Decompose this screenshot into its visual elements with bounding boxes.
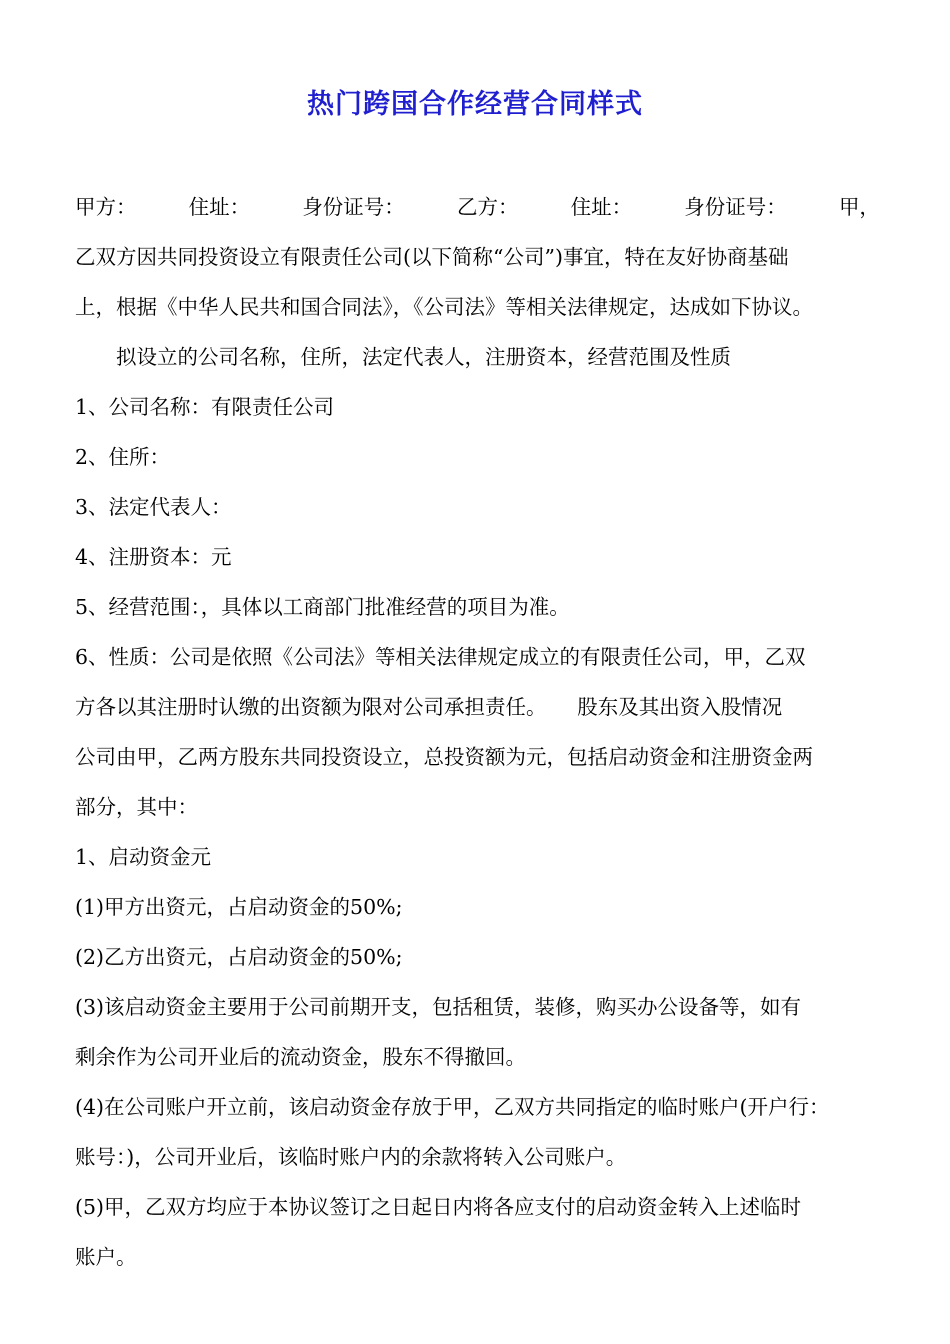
document-title: 热门跨国合作经营合同样式 [307,89,643,120]
clause-startup-capital: 1、启动资金元 [75,845,212,869]
clause-address: 2、住所： [75,445,171,469]
sub-clause-5: (5)甲，乙双方均应于本协议签订之日起日内将各应支付的启动资金转入上述临时 [75,1195,802,1219]
paragraph-line: 方各以其注册时认缴的出资额为限对公司承担责任。 股东及其出资入股情况 [75,695,783,719]
sub-clause-2: (2)乙方出资元，占启动资金的50%; [75,945,403,969]
party-b-label: 乙方： [456,195,519,219]
paragraph-line: 账号：)，公司开业后，该临时账户内的余款将转入公司账户。 [75,1145,627,1169]
party-a-id-label: 身份证号： [302,195,405,219]
party-a-address-label: 住址： [188,195,251,219]
paragraph-line: 上，根据《中华人民共和国合同法》，《公司法》等相关法律规定，达成如下协议。 [75,295,813,319]
party-b-address-label: 住址： [570,195,633,219]
section-heading: 拟设立的公司名称，住所，法定代表人，注册资本，经营范围及性质 [116,345,731,369]
party-a-label: 甲方： [75,195,137,219]
paragraph-line: 公司由甲，乙两方股东共同投资设立，总投资额为元，包括启动资金和注册资金两 [75,745,813,769]
paragraph-line: 部分，其中： [75,795,198,819]
paragraph-line: 剩余作为公司开业后的流动资金，股东不得撤回。 [75,1045,526,1069]
clause-nature: 6、性质：公司是依照《公司法》等相关法律规定成立的有限责任公司，甲，乙双 [75,645,806,669]
clause-registered-capital: 4、注册资本：元 [75,545,232,569]
sub-clause-3: (3)该启动资金主要用于公司前期开支，包括租赁，装修，购买办公设备等，如有 [75,995,802,1019]
paragraph-line: 账户。 [75,1245,137,1269]
paragraph-line: 乙双方因共同投资设立有限责任公司(以下简称“公司”)事宜，特在友好协商基础 [75,245,789,269]
clause-legal-representative: 3、法定代表人： [75,495,232,519]
parties-line [75,182,880,232]
sub-clause-4: (4)在公司账户开立前，该启动资金存放于甲，乙双方共同指定的临时账户(开户行： [75,1095,830,1119]
party-b-id-label: 身份证号： [684,195,787,219]
clause-business-scope: 5、经营范围：，具体以工商部门批准经营的项目为准。 [75,595,570,619]
party-a-continuation: 甲， [838,195,880,219]
document-body [75,182,880,1282]
clause-company-name: 1、公司名称：有限责任公司 [75,395,335,419]
sub-clause-1: (1)甲方出资元，占启动资金的50%; [75,895,403,919]
